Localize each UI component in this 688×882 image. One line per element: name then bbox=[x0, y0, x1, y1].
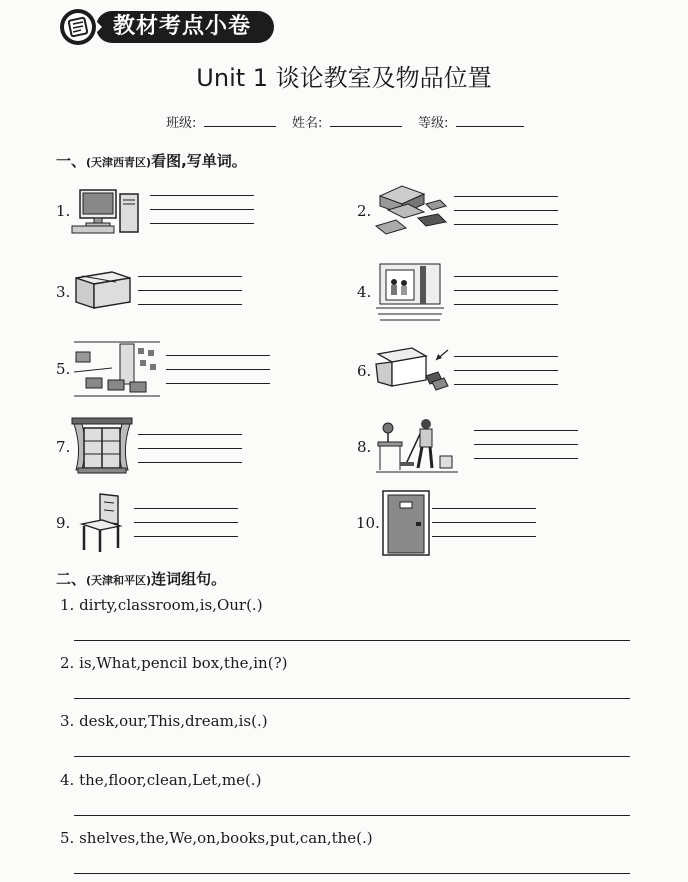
name-field[interactable] bbox=[330, 126, 402, 127]
answer-line[interactable] bbox=[454, 224, 558, 225]
answer-line-1[interactable] bbox=[74, 640, 630, 641]
answer-line[interactable] bbox=[454, 210, 558, 211]
answer-line[interactable] bbox=[166, 383, 270, 384]
answer-line[interactable] bbox=[454, 290, 558, 291]
item-number: 5. bbox=[56, 360, 71, 378]
answer-line[interactable] bbox=[138, 448, 242, 449]
answer-line[interactable] bbox=[150, 209, 254, 210]
window-icon bbox=[72, 418, 132, 474]
answer-line[interactable] bbox=[454, 196, 558, 197]
answer-line[interactable] bbox=[454, 370, 558, 371]
answer-line[interactable] bbox=[134, 508, 238, 509]
section2-source: (天津和平区) bbox=[86, 574, 152, 587]
door-icon bbox=[382, 490, 430, 556]
class-field[interactable] bbox=[204, 126, 276, 127]
item-number: 1. bbox=[56, 202, 71, 220]
name-label: 姓名: bbox=[292, 116, 323, 131]
question-2: 2. is,What,pencil box,the,in(?) bbox=[60, 654, 288, 672]
answer-line[interactable] bbox=[138, 434, 242, 435]
computer-icon bbox=[72, 188, 146, 236]
header-badge-text: 教材考点小卷 bbox=[113, 14, 252, 39]
section1-header bbox=[56, 150, 247, 171]
item-number: 4. bbox=[357, 283, 372, 301]
answer-line[interactable] bbox=[134, 522, 238, 523]
answer-line[interactable] bbox=[138, 290, 242, 291]
answer-line[interactable] bbox=[432, 522, 536, 523]
item-number: 3. bbox=[56, 283, 71, 301]
classroom-door-icon bbox=[376, 262, 444, 326]
box-with-items-icon bbox=[374, 342, 452, 392]
answer-line[interactable] bbox=[134, 536, 238, 537]
cleaning-icon bbox=[376, 416, 458, 474]
item-number: 7. bbox=[56, 438, 71, 456]
answer-line-4[interactable] bbox=[74, 815, 630, 816]
item-number: 6. bbox=[357, 362, 372, 380]
item-number: 2. bbox=[357, 202, 372, 220]
books-icon bbox=[374, 182, 448, 242]
item-number: 8. bbox=[357, 438, 372, 456]
item-number: 9. bbox=[56, 514, 71, 532]
answer-line[interactable] bbox=[454, 356, 558, 357]
classroom-icon bbox=[72, 338, 162, 398]
question-5: 5. shelves,the,We,on,books,put,can,the(.) bbox=[60, 829, 373, 847]
answer-line[interactable] bbox=[474, 458, 578, 459]
answer-line-2[interactable] bbox=[74, 698, 630, 699]
section2-instruction: 连词组句。 bbox=[151, 570, 227, 588]
answer-line[interactable] bbox=[138, 462, 242, 463]
section2-prefix: 二、 bbox=[56, 570, 87, 588]
answer-line[interactable] bbox=[454, 276, 558, 277]
grade-field[interactable] bbox=[456, 126, 524, 127]
answer-line-5[interactable] bbox=[74, 873, 630, 874]
answer-line[interactable] bbox=[454, 384, 558, 385]
answer-line[interactable] bbox=[432, 536, 536, 537]
question-3: 3. desk,our,This,dream,is(.) bbox=[60, 712, 268, 730]
answer-line[interactable] bbox=[454, 304, 558, 305]
section1-instruction: 看图,写单词。 bbox=[151, 152, 247, 170]
class-label: 班级: bbox=[166, 116, 197, 131]
answer-line[interactable] bbox=[474, 444, 578, 445]
section1-prefix: 一、 bbox=[56, 152, 87, 170]
question-1: 1. dirty,classroom,is,Our(.) bbox=[60, 596, 263, 614]
answer-line[interactable] bbox=[150, 223, 254, 224]
answer-line[interactable] bbox=[138, 276, 242, 277]
item-number: 10. bbox=[356, 514, 380, 532]
chair-icon bbox=[78, 492, 126, 554]
section1-source: (天津西青区) bbox=[86, 156, 152, 169]
answer-line-3[interactable] bbox=[74, 756, 630, 757]
answer-line[interactable] bbox=[432, 508, 536, 509]
answer-line[interactable] bbox=[166, 369, 270, 370]
answer-line[interactable] bbox=[474, 430, 578, 431]
question-4: 4. the,floor,clean,Let,me(.) bbox=[60, 771, 262, 789]
answer-line[interactable] bbox=[138, 304, 242, 305]
box-icon bbox=[72, 268, 134, 312]
page-title: Unit 1 谈论教室及物品位置 bbox=[196, 64, 492, 92]
answer-line[interactable] bbox=[150, 195, 254, 196]
answer-line[interactable] bbox=[166, 355, 270, 356]
section2-header bbox=[56, 568, 226, 589]
grade-label: 等级: bbox=[418, 116, 449, 131]
